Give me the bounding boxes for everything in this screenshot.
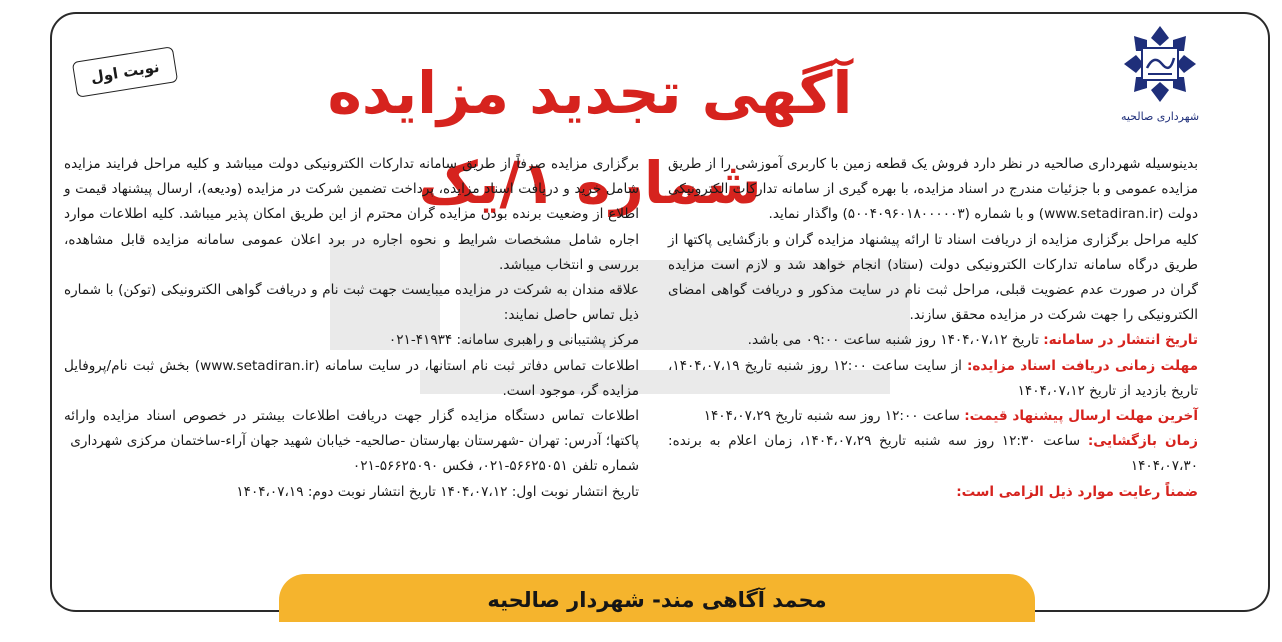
left-column xyxy=(64,152,639,505)
phone-fax-line: شماره تلفن ۵۶۶۲۵۰۵۱-۰۲۱، فکس ۵۶۶۲۵۰۹۰-۰۲۱ xyxy=(352,458,639,475)
bid-deadline-text: ساعت ۱۲:۰۰ روز سه شنبه تاریخ ۱۴۰۴،۰۷،۲۹ xyxy=(703,408,965,425)
signature-banner: محمد آگاهی مند- شهردار صالحیه xyxy=(279,574,1035,622)
docs-deadline-line xyxy=(668,354,1198,404)
publish-date-text: تاریخ ۱۴۰۴،۰۷،۱۲ روز شنبه ساعت ۰۹:۰۰ می باشد. xyxy=(747,332,1044,349)
support-center-line: مرکز پشتیبانی و راهبری سامانه: ۴۱۹۳۴-۰۲۱ xyxy=(388,332,639,349)
bid-deadline-line xyxy=(668,404,1198,429)
procedure-paragraph: برگزاری مزایده صرفاً از طریق سامانه تدارکات الکترونیکی دولت میباشد و کلیه مراحل فرایند مزایده شامل خرید و دریافت اسناد مزایده، پرداخت تضمین شرکت در مزایده (ودیعه)، ارسال پیشنهاد قیمت و اطلاع از وضعیت برنده بودن مزایده گران محترم از این طریق امکان پذیر میباشد. کلیه اطلاعات موارد اجاره شامل مشخصات شرایط و نحوه اجاره در برد اعلان عمومی سامانه مزایده قابل مشاهده، بررسی و انتخاب میباشد. xyxy=(64,156,639,273)
registration-paragraph: علاقه مندان به شرکت در مزایده میبایست جهت ثبت نام و دریافت گواهی الکترونیکی (توکن) با شماره ذیل تماس حاصل نمایند: xyxy=(64,282,639,324)
opening-text: ساعت ۱۲:۳۰ روز سه شنبه تاریخ ۱۴۰۴،۰۷،۲۹، زمان اعلام به برنده: ۱۴۰۴،۰۷،۳۰ xyxy=(668,433,1198,475)
publish-date-line xyxy=(668,328,1198,353)
municipality-logo xyxy=(1112,24,1208,132)
intro-paragraph: بدینوسیله شهرداری صالحیه در نظر دارد فروش یک قطعه زمین با کاربری آموزشی را از طریق مزایده عمومی و با جزئیات مندرج در اسناد مزایده، با بهره گیری از سامانه تدارکات الکترونیکی دولت (www.setadiran.ir) و با شماره (۵۰۰۴۰۹۶۰۱۸۰۰۰۰۰۳) واگذار نماید. xyxy=(668,156,1198,223)
bid-deadline-label: آخرین مهلت ارسال پیشنهاد قیمت: xyxy=(964,408,1198,425)
municipality-star-emblem-icon xyxy=(1120,24,1200,108)
publication-dates-line: تاریخ انتشار نوبت اول: ۱۴۰۴،۰۷،۱۲ تاریخ انتشار نوبت دوم: ۱۴۰۴،۰۷،۱۹ xyxy=(236,483,639,500)
docs-deadline-text: از سایت ساعت ۱۲:۰۰ روز شنبه تاریخ ۱۴۰۴،۰۷،۱۹، تاریخ بازدید از تاریخ ۱۴۰۴،۰۷،۱۲ xyxy=(668,357,1198,399)
docs-deadline-label: مهلت زمانی دریافت اسناد مزایده: xyxy=(966,357,1198,374)
publish-date-label: تاریخ انتشار در سامانه: xyxy=(1043,332,1198,349)
round-badge: نوبت اول xyxy=(72,46,178,98)
contact-address-paragraph: اطلاعات تماس دستگاه مزایده گزار جهت دریافت اطلاعات بیشتر در خصوص اسناد مزایده وارائه پاکتها؛ آدرس: تهران -شهرستان بهارستان -صالحیه- خیابان شهید جهان آراء-ساختمان مرکزی شهرداری xyxy=(64,408,639,450)
provincial-offices-paragraph: اطلاعات تماس دفاتر ثبت نام استانها، در سایت سامانه (www.setadiran.ir) بخش ثبت نام/پروفایل مزایده گر، موجود است. xyxy=(64,357,639,399)
requirements-note: ضمناً رعایت موارد ذیل الزامی است: xyxy=(956,483,1198,500)
process-paragraph: کلیه مراحل برگزاری مزایده از دریافت اسناد تا ارائه پیشنهاد مزایده گران و بازگشایی پاکتها از طریق درگاه سامانه تدارکات الکترونیکی دولت (ستاد) انجام خواهد شد و لازم است مزایده گران در صورت عدم عضویت قبلی، مراحل ثبت نام در سایت مذکور و دریافت گواهی امضای الکترونیکی را جهت شرکت در مزایده محقق سازند. xyxy=(668,231,1198,324)
opening-label: زمان بازگشایی: xyxy=(1087,433,1198,450)
logo-caption: شهرداری صالحیه xyxy=(1120,110,1200,123)
right-column xyxy=(668,152,1198,505)
opening-line xyxy=(668,429,1198,479)
page-title: آگهی تجدید مزایده شماره ۱/یک xyxy=(327,59,853,217)
